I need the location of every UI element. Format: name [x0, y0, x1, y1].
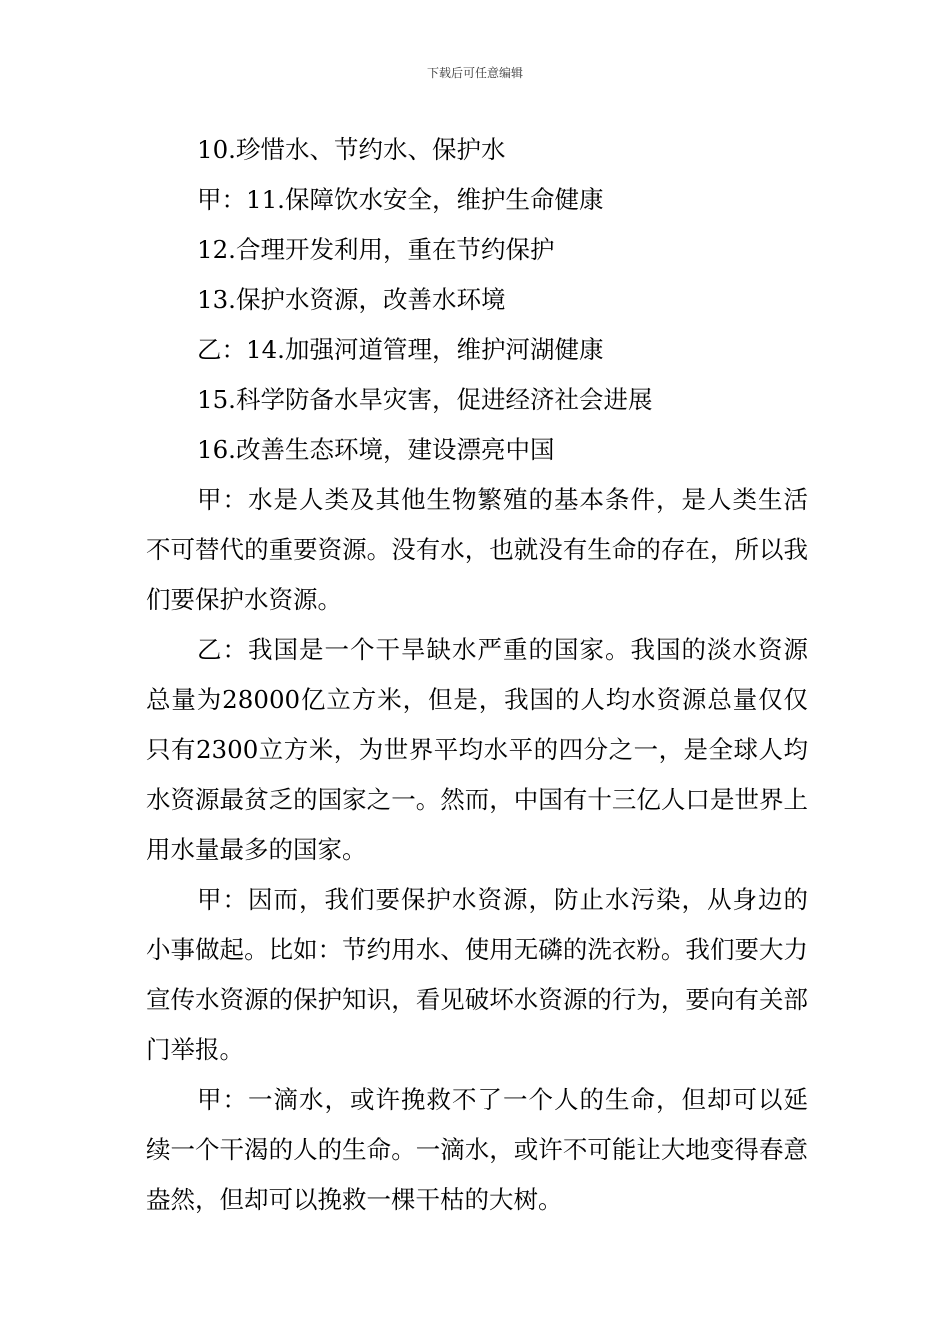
slogan-line-16: 16.改善生态环境，建设漂亮中国	[197, 435, 555, 464]
paragraph-drop-of-water: 甲：一滴水，或许挽救不了一个人的生命，但却可以延续一个干渴的人的生命。一滴水，或许不可能让大地变得春意盎然，但却可以挽救一棵干枯的大树。	[146, 1085, 808, 1214]
document-body	[146, 125, 808, 1225]
slogan-line-15: 15.科学防备水旱灾害，促进经济社会进展	[197, 385, 653, 414]
paragraph-protect-water: 甲：因而，我们要保护水资源，防止水污染，从身边的小事做起。比如：节约用水、使用无磷的洗衣粉。我们要大力宣传水资源的保护知识，看见破坏水资源的行为，要向有关部门举报。	[146, 885, 808, 1064]
paragraph-water-importance: 甲：水是人类及其他生物繁殖的基本条件，是人类生活不可替代的重要资源。没有水，也就没有生命的存在，所以我们要保护水资源。	[146, 485, 808, 614]
slogan-line-13: 13.保护水资源，改善水环境	[197, 285, 506, 314]
paragraph-water-shortage: 乙：我国是一个干旱缺水严重的国家。我国的淡水资源总量为28000亿立方米，但是，我国的人均水资源总量仅仅只有2300立方米，为世界平均水平的四分之一，是全球人均水资源最贫乏的国家之一。然而，中国有十三亿人口是世界上用水量最多的国家。	[146, 635, 808, 864]
slogan-line-12: 12.合理开发利用，重在节约保护	[197, 235, 555, 264]
slogan-line-11: 甲：11.保障饮水安全，维护生命健康	[197, 185, 604, 214]
page-header-note: 下载后可任意编辑	[426, 66, 523, 80]
slogan-line-10: 10.珍惜水、节约水、保护水	[197, 135, 506, 164]
slogan-line-14: 乙：14.加强河道管理，维护河湖健康	[197, 335, 604, 364]
